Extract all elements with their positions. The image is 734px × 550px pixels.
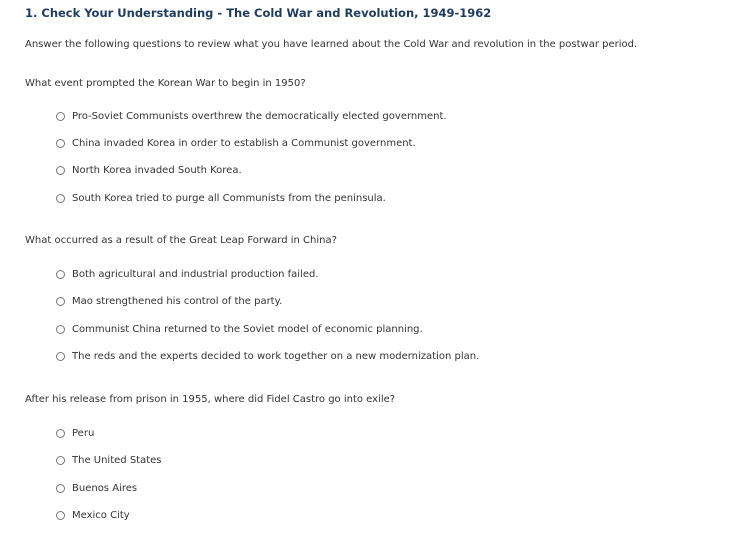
radio-button-icon[interactable] [56,112,65,121]
radio-button-icon[interactable] [56,484,65,493]
option-label: Communist China returned to the Soviet model of economic planning. [72,323,423,335]
radio-button-icon[interactable] [56,429,65,438]
question-2-option-1[interactable] [56,267,319,281]
radio-button-icon[interactable] [56,352,65,361]
radio-button-icon[interactable] [56,139,65,148]
question-3-option-4[interactable] [56,508,130,522]
question-1-option-3[interactable] [56,163,242,177]
question-2-text: What occurred as a result of the Great Leap Forward in China? [25,235,337,246]
radio-button-icon[interactable] [56,297,65,306]
option-label: The United States [72,454,162,466]
question-2-option-4[interactable] [56,349,479,363]
question-1-option-1[interactable] [56,109,447,123]
question-3-option-1[interactable] [56,426,94,440]
question-2-option-3[interactable] [56,322,423,336]
question-3-text: After his release from prison in 1955, where did Fidel Castro go into exile? [25,394,396,405]
option-label: Both agricultural and industrial production failed. [72,268,319,280]
option-label: Buenos Aires [72,482,138,494]
option-label: China invaded Korea in order to establish a Communist government. [72,137,416,149]
option-label: Peru [72,427,95,439]
option-label: Mao strengthened his control of the party. [72,295,283,307]
radio-button-icon[interactable] [56,270,65,279]
option-label: Mexico City [72,509,130,521]
radio-button-icon[interactable] [56,325,65,334]
question-2-option-2[interactable] [56,294,282,308]
question-1-text: What event prompted the Korean War to begin in 1950? [25,78,306,89]
question-3-option-3[interactable] [56,481,137,495]
quiz-title: 1. Check Your Understanding - The Cold War and Revolution, 1949-1962 [25,6,492,20]
question-1-option-4[interactable] [56,191,386,205]
option-label: North Korea invaded South Korea. [72,164,242,176]
question-1-option-2[interactable] [56,136,416,150]
option-label: The reds and the experts decided to work together on a new modernization plan. [72,350,480,362]
radio-button-icon[interactable] [56,166,65,175]
radio-button-icon[interactable] [56,511,65,520]
question-3-option-2[interactable] [56,453,162,467]
option-label: South Korea tried to purge all Communists from the peninsula. [72,192,386,204]
radio-button-icon[interactable] [56,194,65,203]
radio-button-icon[interactable] [56,456,65,465]
option-label: Pro-Soviet Communists overthrew the democratically elected government. [72,110,447,122]
quiz-intro: Answer the following questions to review what you have learned about the Cold War and revolution in the postwar period. [25,39,638,50]
